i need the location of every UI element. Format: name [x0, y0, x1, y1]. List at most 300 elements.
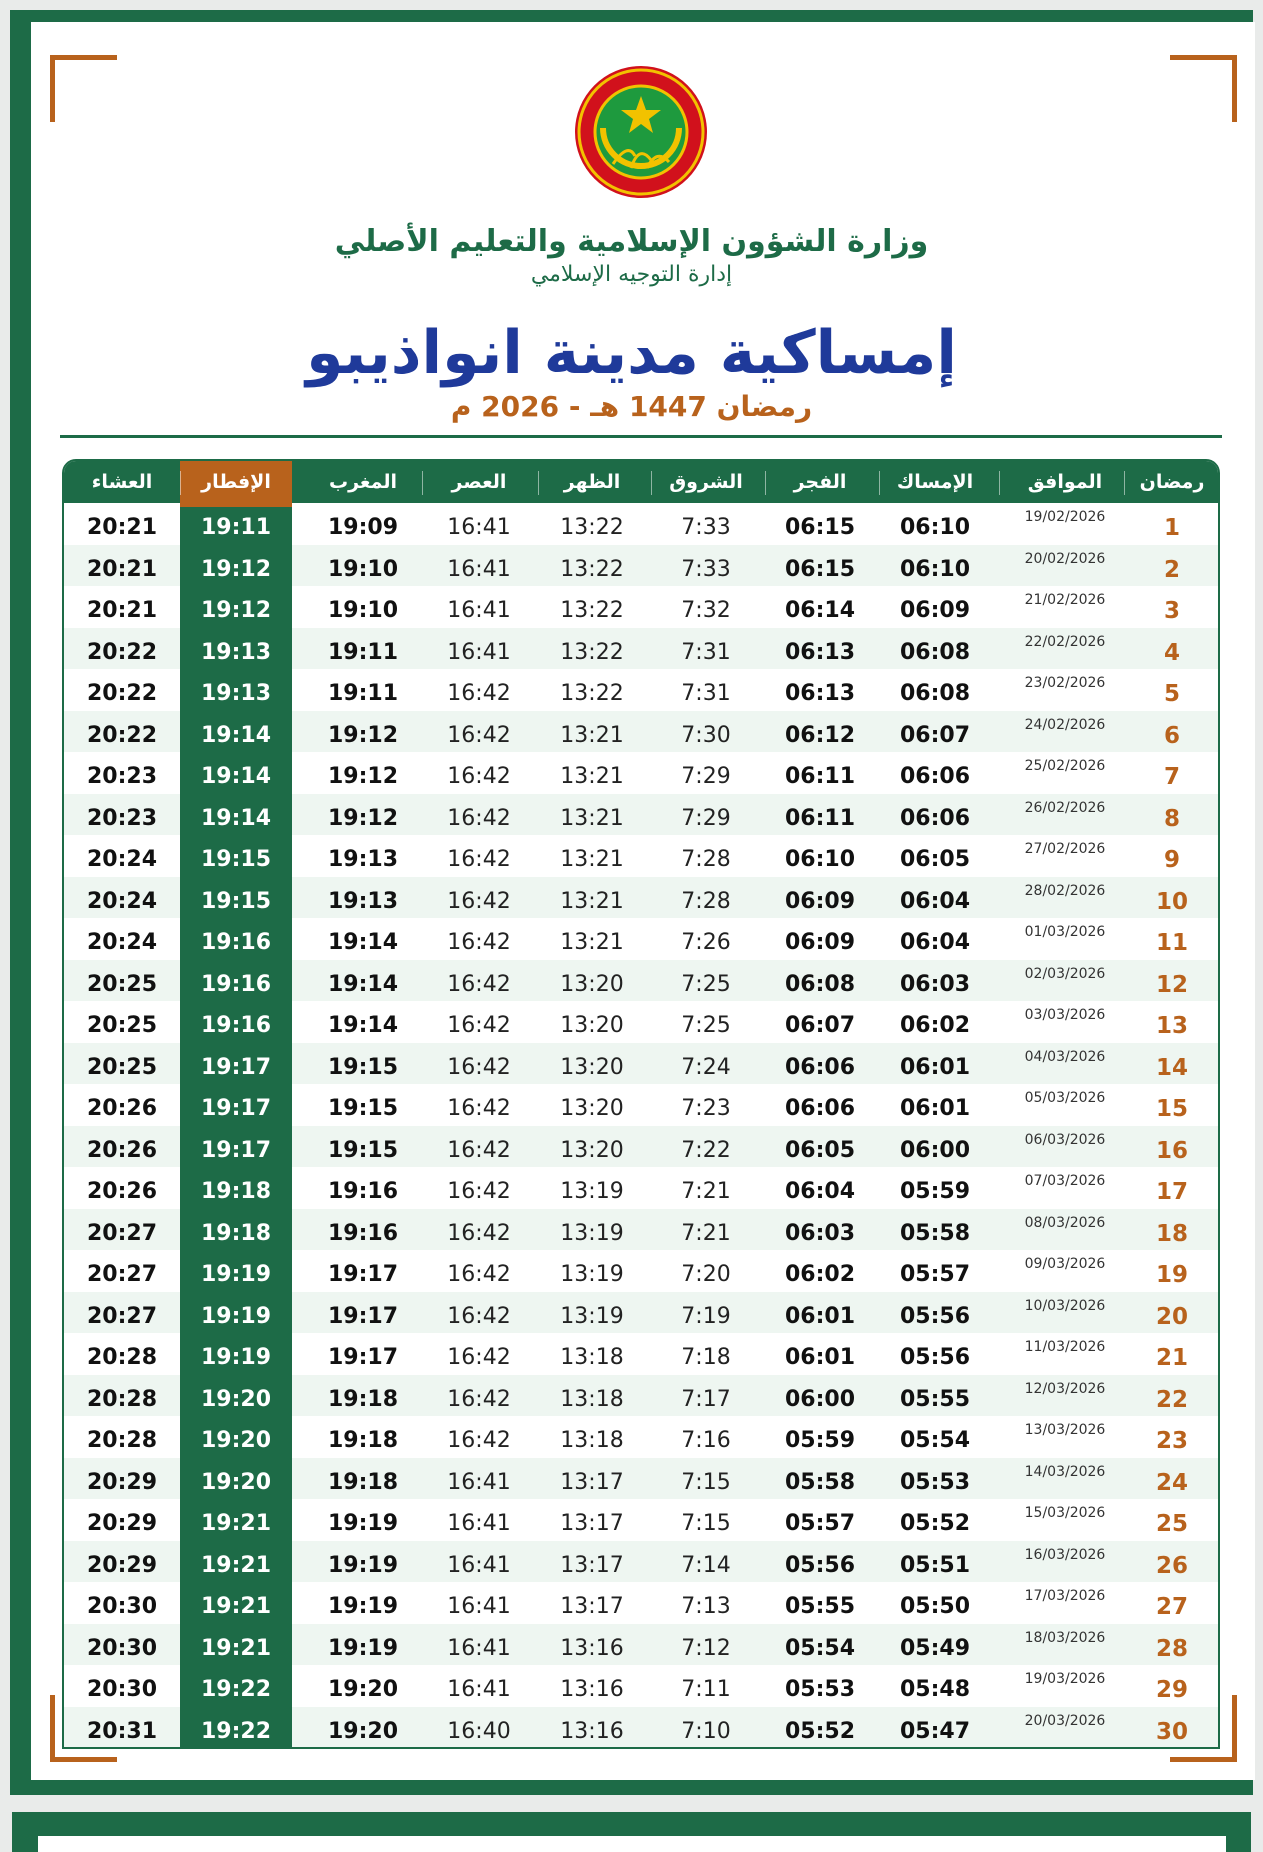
cell-isha: 20:24	[86, 930, 158, 955]
cell-fajr: 05:58	[784, 1469, 856, 1495]
cell-asr: 16:41	[447, 515, 511, 540]
cell-date: 13/03/2026	[1024, 1422, 1106, 1438]
cell-iftar: 19:21	[200, 1594, 272, 1619]
cell-date: 05/03/2026	[1024, 1090, 1106, 1106]
table-row	[64, 503, 1218, 545]
cell-shuruq: 7:29	[681, 805, 731, 831]
cell-imsak: 05:53	[899, 1469, 971, 1495]
cell-isha: 20:29	[86, 1552, 158, 1578]
cell-maghrib: 19:11	[327, 681, 399, 706]
table-row	[64, 1333, 1218, 1375]
cell-imsak: 06:08	[899, 681, 971, 706]
cell-iftar: 19:15	[200, 847, 272, 872]
cell-shuruq: 7:30	[681, 722, 731, 748]
cell-dhuhr: 13:17	[560, 1469, 624, 1495]
cell-date: 04/03/2026	[1024, 1048, 1106, 1065]
col-header-isha: العشاء	[91, 471, 153, 493]
cell-maghrib: 19:15	[327, 1054, 399, 1080]
table-row	[64, 877, 1218, 919]
cell-iftar: 19:18	[200, 1220, 272, 1246]
col-header-imsak: الإمساك	[896, 471, 974, 493]
cell-isha: 20:25	[86, 1054, 158, 1080]
cell-fajr: 06:06	[784, 1096, 856, 1121]
cell-dhuhr: 13:22	[560, 598, 624, 623]
cell-fajr: 06:09	[784, 930, 856, 955]
cell-isha: 20:22	[86, 722, 158, 748]
cell-isha: 20:25	[86, 1013, 158, 1038]
cell-fajr: 06:14	[784, 598, 856, 623]
cell-maghrib: 19:14	[327, 930, 399, 955]
cell-fajr: 06:15	[784, 515, 856, 540]
cell-imsak: 05:50	[899, 1594, 971, 1619]
cell-asr: 16:42	[447, 1303, 511, 1329]
cell-shuruq: 7:12	[681, 1635, 731, 1661]
department-name: إدارة التوجيه الإسلامي	[530, 262, 733, 287]
cell-iftar: 19:16	[200, 1013, 272, 1038]
cell-shuruq: 7:22	[681, 1137, 731, 1163]
table-row	[64, 835, 1218, 877]
cell-imsak: 06:06	[899, 805, 971, 831]
cell-imsak: 06:04	[899, 930, 971, 955]
cell-asr: 16:42	[447, 971, 511, 997]
cell-date: 25/02/2026	[1024, 758, 1106, 774]
cell-dhuhr: 13:18	[560, 1345, 624, 1370]
table-row	[64, 1499, 1218, 1541]
cell-imsak: 05:56	[899, 1345, 971, 1370]
cell-dhuhr: 13:16	[560, 1635, 624, 1661]
table-row	[64, 1001, 1218, 1043]
cell-imsak: 05:56	[899, 1303, 971, 1329]
cell-imsak: 06:01	[899, 1054, 971, 1080]
cell-asr: 16:41	[447, 598, 511, 623]
cell-fajr: 06:06	[784, 1054, 856, 1080]
cell-date: 17/03/2026	[1024, 1588, 1106, 1604]
cell-isha: 20:26	[86, 1179, 158, 1204]
cell-asr: 16:42	[447, 1386, 511, 1412]
cell-fajr: 05:59	[784, 1428, 856, 1453]
cell-ramadan-day: 6	[1163, 722, 1180, 749]
cell-dhuhr: 13:22	[560, 556, 624, 582]
cell-dhuhr: 13:20	[560, 1137, 624, 1163]
cell-iftar: 19:11	[200, 515, 272, 540]
cell-date: 20/02/2026	[1024, 550, 1106, 567]
cell-shuruq: 7:13	[681, 1594, 731, 1619]
cell-asr: 16:41	[447, 1635, 511, 1661]
cell-date: 07/03/2026	[1024, 1173, 1106, 1189]
table-row	[64, 1292, 1218, 1334]
col-header-maghrib: المغرب	[328, 471, 398, 493]
cell-iftar: 19:20	[200, 1469, 272, 1495]
cell-date: 19/02/2026	[1024, 509, 1106, 525]
cell-date: 10/03/2026	[1024, 1297, 1106, 1314]
cell-ramadan-day: 21	[1155, 1345, 1188, 1371]
cell-dhuhr: 13:20	[560, 971, 624, 997]
cell-fajr: 06:12	[784, 722, 856, 748]
cell-shuruq: 7:31	[681, 639, 731, 665]
cell-iftar: 19:20	[200, 1428, 272, 1453]
cell-ramadan-day: 13	[1155, 1013, 1188, 1039]
cell-asr: 16:42	[447, 805, 511, 831]
table-row	[64, 628, 1218, 670]
cell-imsak: 06:03	[899, 971, 971, 997]
cell-isha: 20:26	[86, 1096, 158, 1121]
cell-date: 14/03/2026	[1024, 1463, 1106, 1480]
cell-iftar: 19:22	[200, 1677, 272, 1702]
cell-ramadan-day: 11	[1155, 930, 1188, 956]
cell-dhuhr: 13:17	[560, 1594, 624, 1619]
cell-date: 22/02/2026	[1024, 633, 1106, 650]
cell-date: 19/03/2026	[1024, 1671, 1106, 1687]
cell-shuruq: 7:14	[681, 1552, 731, 1578]
cell-asr: 16:42	[447, 1428, 511, 1453]
cell-shuruq: 7:19	[681, 1303, 731, 1329]
cell-iftar: 19:17	[200, 1054, 272, 1080]
cell-ramadan-day: 10	[1155, 888, 1188, 915]
cell-ramadan-day: 20	[1155, 1303, 1188, 1330]
cell-iftar: 19:15	[200, 888, 272, 914]
cell-iftar: 19:21	[200, 1635, 272, 1661]
cell-shuruq: 7:28	[681, 888, 731, 914]
table-row	[64, 1665, 1218, 1707]
cell-maghrib: 19:19	[327, 1594, 399, 1619]
cell-asr: 16:41	[447, 556, 511, 582]
cell-date: 26/02/2026	[1024, 799, 1106, 816]
table-row	[64, 1541, 1218, 1583]
cell-maghrib: 19:19	[327, 1511, 399, 1536]
cell-fajr: 06:10	[784, 847, 856, 872]
cell-isha: 20:21	[86, 598, 158, 623]
cell-maghrib: 19:15	[327, 1096, 399, 1121]
cell-shuruq: 7:25	[681, 971, 731, 997]
cell-iftar: 19:17	[200, 1137, 272, 1163]
cell-dhuhr: 13:20	[560, 1096, 624, 1121]
cell-date: 16/03/2026	[1024, 1546, 1106, 1563]
cell-dhuhr: 13:21	[560, 805, 624, 831]
cell-shuruq: 7:26	[681, 930, 731, 955]
corner-ornament-top-right	[1170, 55, 1237, 122]
cell-ramadan-day: 22	[1155, 1386, 1188, 1413]
cell-isha: 20:24	[86, 888, 158, 914]
cell-isha: 20:22	[86, 681, 158, 706]
cell-asr: 16:41	[447, 1594, 511, 1619]
cell-shuruq: 7:18	[681, 1345, 731, 1370]
cell-iftar: 19:14	[200, 764, 272, 789]
cell-isha: 20:27	[86, 1262, 158, 1287]
cell-asr: 16:42	[447, 847, 511, 872]
cell-imsak: 05:59	[899, 1179, 971, 1204]
cell-maghrib: 19:14	[327, 971, 399, 997]
cell-isha: 20:30	[86, 1635, 158, 1661]
cell-imsak: 05:47	[899, 1718, 971, 1744]
cell-fajr: 06:08	[784, 971, 856, 997]
cell-iftar: 19:21	[200, 1552, 272, 1578]
corner-ornament-top-left	[50, 55, 117, 122]
table-row	[64, 1250, 1218, 1292]
cell-iftar: 19:12	[200, 556, 272, 582]
cell-maghrib: 19:18	[327, 1386, 399, 1412]
cell-isha: 20:26	[86, 1137, 158, 1163]
cell-dhuhr: 13:17	[560, 1552, 624, 1578]
cell-asr: 16:41	[447, 1469, 511, 1495]
cell-maghrib: 19:12	[327, 764, 399, 789]
cell-date: 03/03/2026	[1024, 1007, 1106, 1023]
cell-isha: 20:28	[86, 1428, 158, 1453]
table-row	[64, 1209, 1218, 1251]
cell-maghrib: 19:13	[327, 847, 399, 872]
cell-dhuhr: 13:21	[560, 930, 624, 955]
cell-maghrib: 19:20	[327, 1718, 399, 1744]
cell-isha: 20:30	[86, 1594, 158, 1619]
cell-isha: 20:30	[86, 1677, 158, 1702]
cell-fajr: 06:07	[784, 1013, 856, 1038]
cell-dhuhr: 13:19	[560, 1262, 624, 1287]
cell-isha: 20:24	[86, 847, 158, 872]
table-row	[64, 1416, 1218, 1458]
table-row	[64, 1043, 1218, 1085]
cell-shuruq: 7:28	[681, 847, 731, 872]
cell-iftar: 19:19	[200, 1345, 272, 1370]
cell-date: 02/03/2026	[1024, 965, 1106, 982]
cell-date: 12/03/2026	[1024, 1380, 1106, 1397]
cell-isha: 20:23	[86, 764, 158, 789]
cell-fajr: 06:02	[784, 1262, 856, 1287]
cell-ramadan-day: 4	[1163, 639, 1180, 666]
table-row	[64, 794, 1218, 836]
cell-shuruq: 7:15	[681, 1511, 731, 1536]
cell-dhuhr: 13:16	[560, 1677, 624, 1702]
cell-maghrib: 19:11	[327, 639, 399, 665]
cell-shuruq: 7:21	[681, 1179, 731, 1204]
cell-asr: 16:42	[447, 1179, 511, 1204]
cell-imsak: 05:51	[899, 1552, 971, 1578]
cell-fajr: 06:01	[784, 1345, 856, 1370]
cell-iftar: 19:19	[200, 1262, 272, 1287]
table-row	[64, 1084, 1218, 1126]
cell-isha: 20:25	[86, 971, 158, 997]
cell-maghrib: 19:14	[327, 1013, 399, 1038]
cell-isha: 20:27	[86, 1303, 158, 1329]
cell-asr: 16:42	[447, 1345, 511, 1370]
cell-dhuhr: 13:22	[560, 515, 624, 540]
cell-iftar: 19:14	[200, 722, 272, 748]
cell-maghrib: 19:18	[327, 1428, 399, 1453]
cell-isha: 20:23	[86, 805, 158, 831]
cell-imsak: 06:05	[899, 847, 971, 872]
cell-maghrib: 19:18	[327, 1469, 399, 1495]
cell-ramadan-day: 12	[1155, 971, 1188, 998]
cell-imsak: 05:49	[899, 1635, 971, 1661]
cell-date: 06/03/2026	[1024, 1131, 1106, 1148]
cell-maghrib: 19:09	[327, 515, 399, 540]
cell-shuruq: 7:33	[681, 515, 731, 540]
cell-iftar: 19:13	[200, 639, 272, 665]
cell-iftar: 19:13	[200, 681, 272, 706]
imsakiya-table	[62, 459, 1220, 1749]
cell-imsak: 06:10	[899, 556, 971, 582]
cell-maghrib: 19:19	[327, 1552, 399, 1578]
page-title: إمساكية مدينة انواذيبو	[306, 318, 957, 388]
cell-date: 20/03/2026	[1024, 1712, 1106, 1729]
cell-fajr: 05:55	[784, 1594, 856, 1619]
cell-isha: 20:29	[86, 1511, 158, 1536]
cell-date: 01/03/2026	[1024, 924, 1106, 940]
cell-ramadan-day: 9	[1163, 847, 1180, 873]
cell-date: 08/03/2026	[1024, 1214, 1106, 1231]
cell-shuruq: 7:23	[681, 1096, 731, 1121]
cell-asr: 16:42	[447, 930, 511, 955]
cell-dhuhr: 13:18	[560, 1386, 624, 1412]
cell-asr: 16:41	[447, 639, 511, 665]
col-header-ramadan: رمضان	[1139, 471, 1205, 493]
cell-dhuhr: 13:18	[560, 1428, 624, 1453]
cell-iftar: 19:12	[200, 598, 272, 623]
next-page-sheet	[38, 1836, 1226, 1852]
table-row	[64, 669, 1218, 711]
cell-fajr: 06:15	[784, 556, 856, 582]
cell-date: 09/03/2026	[1024, 1256, 1106, 1272]
cell-dhuhr: 13:19	[560, 1303, 624, 1329]
cell-iftar: 19:16	[200, 971, 272, 997]
cell-dhuhr: 13:20	[560, 1013, 624, 1038]
table-row	[64, 1375, 1218, 1417]
table-row	[64, 960, 1218, 1002]
cell-dhuhr: 13:22	[560, 681, 624, 706]
cell-imsak: 06:09	[899, 598, 971, 623]
cell-shuruq: 7:17	[681, 1386, 731, 1412]
cell-date: 18/03/2026	[1024, 1629, 1106, 1646]
cell-fajr: 05:53	[784, 1677, 856, 1702]
cell-ramadan-day: 27	[1155, 1594, 1188, 1620]
cell-ramadan-day: 25	[1155, 1511, 1188, 1537]
cell-ramadan-day: 17	[1155, 1179, 1188, 1205]
table-row	[64, 1707, 1218, 1749]
cell-fajr: 06:11	[784, 764, 856, 789]
table-row	[64, 1624, 1218, 1666]
ministry-name: وزارة الشؤون الإسلامية والتعليم الأصلي	[334, 224, 929, 259]
cell-asr: 16:42	[447, 1013, 511, 1038]
cell-isha: 20:31	[86, 1718, 158, 1744]
col-header-date: الموافق	[1027, 471, 1103, 493]
cell-imsak: 06:04	[899, 888, 971, 914]
cell-imsak: 06:06	[899, 764, 971, 789]
cell-imsak: 06:10	[899, 515, 971, 540]
cell-asr: 16:40	[447, 1718, 511, 1744]
cell-maghrib: 19:13	[327, 888, 399, 914]
cell-isha: 20:28	[86, 1386, 158, 1412]
cell-isha: 20:28	[86, 1345, 158, 1370]
cell-imsak: 05:52	[899, 1511, 971, 1536]
cell-fajr: 06:13	[784, 639, 856, 665]
col-header-fajr: الفجر	[793, 471, 847, 493]
cell-shuruq: 7:31	[681, 681, 731, 706]
cell-ramadan-day: 29	[1155, 1677, 1188, 1703]
cell-maghrib: 19:17	[327, 1303, 399, 1329]
cell-maghrib: 19:16	[327, 1179, 399, 1204]
cell-shuruq: 7:10	[681, 1718, 731, 1744]
cell-maghrib: 19:15	[327, 1137, 399, 1163]
cell-shuruq: 7:11	[681, 1677, 731, 1702]
cell-date: 24/02/2026	[1024, 716, 1106, 733]
table-row	[64, 1167, 1218, 1209]
cell-ramadan-day: 23	[1155, 1428, 1188, 1454]
cell-fajr: 06:11	[784, 805, 856, 831]
cell-imsak: 05:54	[899, 1428, 971, 1453]
cell-imsak: 05:48	[899, 1677, 971, 1702]
cell-asr: 16:42	[447, 1096, 511, 1121]
cell-date: 28/02/2026	[1024, 882, 1106, 899]
cell-fajr: 06:05	[784, 1137, 856, 1163]
cell-isha: 20:22	[86, 639, 158, 665]
col-header-dhuhr: الظهر	[563, 471, 621, 493]
cell-shuruq: 7:24	[681, 1054, 731, 1080]
cell-isha: 20:29	[86, 1469, 158, 1495]
cell-date: 23/02/2026	[1024, 675, 1106, 691]
cell-iftar: 19:19	[200, 1303, 272, 1329]
col-header-shuruq: الشروق	[669, 471, 743, 493]
cell-iftar: 19:20	[200, 1386, 272, 1412]
cell-asr: 16:42	[447, 1262, 511, 1287]
cell-fajr: 05:57	[784, 1511, 856, 1536]
cell-ramadan-day: 15	[1155, 1096, 1188, 1122]
cell-maghrib: 19:17	[327, 1345, 399, 1370]
cell-fajr: 05:52	[784, 1718, 856, 1744]
cell-fajr: 06:03	[784, 1220, 856, 1246]
col-header-asr: العصر	[451, 471, 507, 493]
cell-fajr: 06:09	[784, 888, 856, 914]
cell-asr: 16:41	[447, 1677, 511, 1702]
cell-dhuhr: 13:20	[560, 1054, 624, 1080]
cell-iftar: 19:16	[200, 930, 272, 955]
cell-fajr: 06:01	[784, 1303, 856, 1329]
cell-ramadan-day: 19	[1155, 1262, 1188, 1288]
cell-ramadan-day: 7	[1163, 764, 1180, 790]
cell-date: 11/03/2026	[1024, 1339, 1106, 1355]
cell-asr: 16:41	[447, 1552, 511, 1578]
cell-imsak: 05:57	[899, 1262, 971, 1287]
cell-fajr: 05:54	[784, 1635, 856, 1661]
cell-asr: 16:41	[447, 1511, 511, 1536]
cell-maghrib: 19:17	[327, 1262, 399, 1287]
cell-imsak: 06:08	[899, 639, 971, 665]
cell-imsak: 06:00	[899, 1137, 971, 1163]
cell-maghrib: 19:12	[327, 722, 399, 748]
cell-fajr: 05:56	[784, 1552, 856, 1578]
header-divider	[60, 435, 1222, 438]
table-row	[64, 918, 1218, 960]
cell-shuruq: 7:33	[681, 556, 731, 582]
cell-iftar: 19:14	[200, 805, 272, 831]
cell-asr: 16:42	[447, 888, 511, 914]
cell-imsak: 06:07	[899, 722, 971, 748]
mauritania-seal-icon	[573, 64, 709, 200]
cell-iftar: 19:18	[200, 1179, 272, 1204]
cell-maghrib: 19:16	[327, 1220, 399, 1246]
cell-ramadan-day: 8	[1163, 805, 1180, 832]
cell-iftar: 19:22	[200, 1718, 272, 1744]
cell-isha: 20:21	[86, 515, 158, 540]
cell-dhuhr: 13:17	[560, 1511, 624, 1536]
cell-maghrib: 19:19	[327, 1635, 399, 1661]
col-header-iftar: الإفطار	[180, 461, 292, 507]
cell-ramadan-day: 16	[1155, 1137, 1188, 1164]
cell-fajr: 06:00	[784, 1386, 856, 1412]
cell-asr: 16:42	[447, 722, 511, 748]
cell-asr: 16:42	[447, 1137, 511, 1163]
table-row	[64, 1126, 1218, 1168]
table-header-row	[64, 461, 1218, 503]
cell-asr: 16:42	[447, 681, 511, 706]
table-row	[64, 545, 1218, 587]
